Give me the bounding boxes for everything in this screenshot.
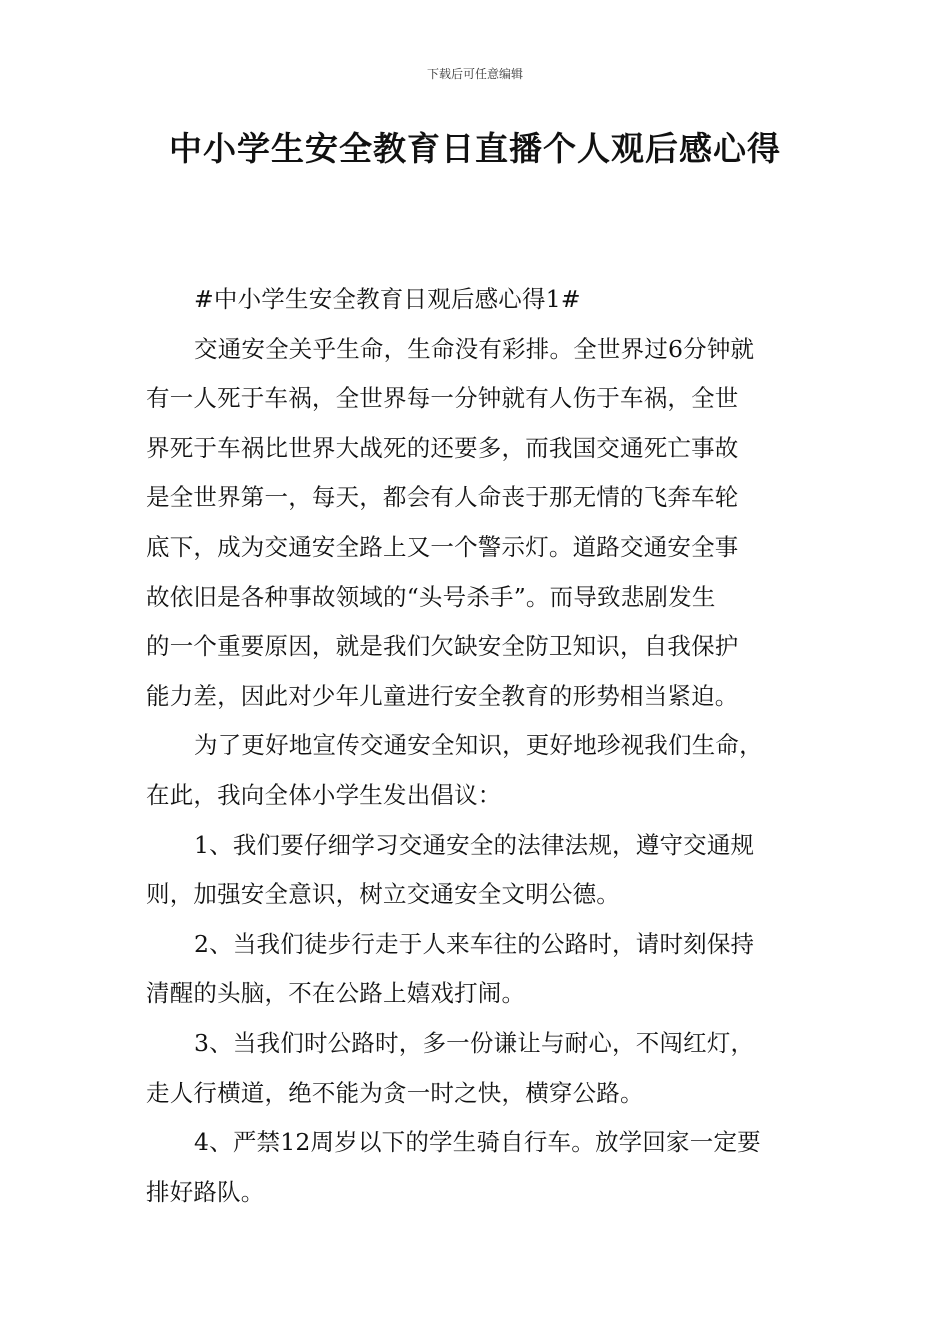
document-body <box>146 275 822 1217</box>
proposal-item-1: 1、我们要仔细学习交通安全的法律法规，遵守交通规 则，加强安全意识，树立交通安全文明公德。 <box>146 830 755 909</box>
proposal-item-2: 2、当我们徒步行走于人来车往的公路时，请时刻保持 清醒的头脑，不在公路上嬉戏打闹。 <box>146 929 755 1008</box>
section-heading: #中小学生安全教育日观后感心得1# <box>194 285 581 313</box>
body-paragraph: 为了更好地宣传交通安全知识，更好地珍视我们生命， 在此，我向全体小学生发出倡议： <box>146 731 763 809</box>
proposal-item-4: 4、严禁12周岁以下的学生骑自行车。放学回家一定要 排好路队。 <box>146 1128 761 1206</box>
proposal-item-3: 3、当我们时公路时，多一份谦让与耐心，不闯红灯， 走人行横道，绝不能为贪一时之快，横穿公路。 <box>146 1028 755 1107</box>
document-title: 中小学生安全教育日直播个人观后感心得 <box>169 129 781 168</box>
page-header-note: 下载后可任意编辑 <box>426 67 523 81</box>
body-paragraph: 交通安全关乎生命，生命没有彩排。全世界过6分钟就 有一人死于车祸，全世界每一分钟就有人伤于车祸，全世 界死于车祸比世界大战死的还要多，而我国交通死亡事故 是全世界第一，每天，都会有人命丧于那无情的飞奔车轮 底下，成为交通安全路上又一个警示灯。道路交通安全事 故依旧是各种事故领域的“头号杀手”。而导致悲剧发生 的一个重要原因，就是我们欠缺安全防卫知识，自我保护 能力差，因此对少年儿童进行安全教育的形势相当紧迫。 <box>146 334 755 710</box>
